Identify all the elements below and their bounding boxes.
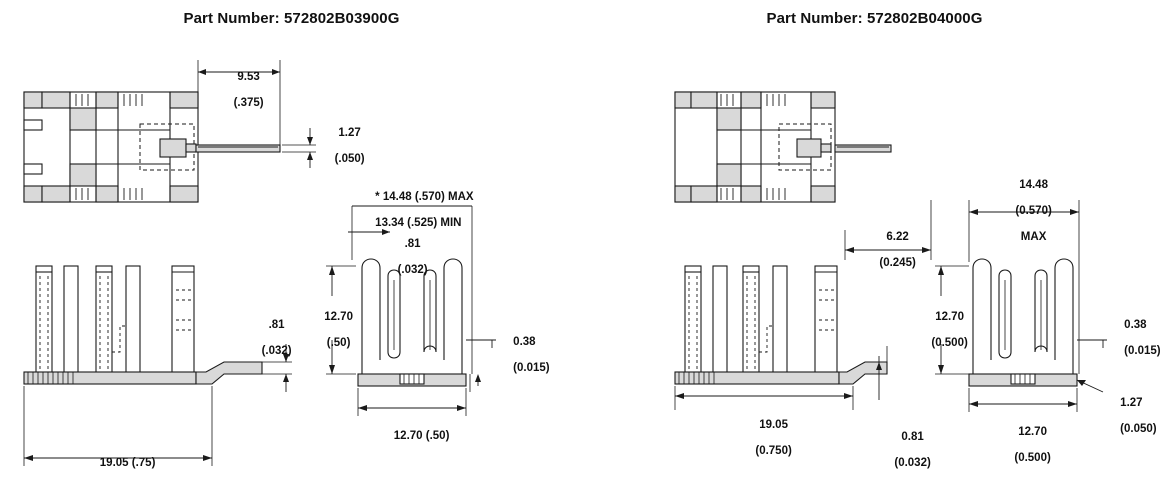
dim-max-width-value: 14.48 [1019, 179, 1048, 191]
dim-max-note-value: * 14.48 (.570) MAX [375, 191, 474, 203]
dim-top-thickness-inch: (.050) [334, 153, 365, 165]
dim-foot-offset [875, 418, 931, 483]
dim-overall-length-inch: (0.750) [755, 445, 792, 457]
dim-wall-thickness [1105, 306, 1161, 371]
dim-top-thickness-value: 1.27 [338, 127, 361, 139]
dim-base-thickness [1101, 384, 1157, 449]
dim-lead-length-inch: (0.245) [879, 257, 916, 269]
dim-base-thickness-inch: (0.050) [1120, 423, 1157, 435]
dim-base-width-value: 12.70 [1018, 426, 1047, 438]
panel-title-right: Part Number: 572802B04000G [766, 10, 983, 27]
panel-title-left: Part Number: 572802B03900G [183, 10, 400, 27]
dim-side-height [305, 298, 353, 363]
dim-top-width [214, 58, 263, 123]
dim-overall-length [736, 406, 792, 471]
dim-side-height-inch: (0.500) [931, 337, 968, 349]
dim-overall-length-value: 19.05 [759, 419, 788, 431]
part-panel-right [583, 0, 1166, 478]
dim-base-width-inch: (0.500) [1014, 452, 1051, 464]
dim-min-note-value: 13.34 (.525) MIN [375, 217, 462, 229]
dim-base-width [995, 413, 1051, 478]
dim-base-width-value: 12.70 (.50) [393, 430, 450, 442]
technical-drawing-left [0, 0, 583, 478]
dim-wall-thickness-value: 0.38 [1124, 319, 1147, 331]
dim-side-height-inch: (.50) [326, 337, 351, 349]
dim-max-width-inch: (0.570) [1015, 205, 1052, 217]
dim-side-height-value: 12.70 [935, 311, 964, 323]
dim-top-thickness [315, 114, 364, 179]
dim-foot-offset [242, 306, 291, 371]
dim-max-width [996, 166, 1052, 257]
dim-wall-thickness-inch: (0.015) [1124, 345, 1161, 357]
dim-tine-gap [378, 225, 427, 290]
dim-lead-length-value: 6.22 [886, 231, 909, 243]
dim-lead-length [860, 218, 916, 283]
dim-wall-thickness [494, 323, 550, 388]
dim-top-width-value: 9.53 [237, 71, 260, 83]
dim-base-width [375, 417, 450, 456]
dim-overall-length [81, 444, 156, 483]
dim-tine-gap-value: .81 [404, 238, 421, 250]
dim-side-height [912, 298, 968, 363]
dim-base-thickness-value: 1.27 [1120, 397, 1143, 409]
dim-foot-offset-value: 0.81 [901, 431, 924, 443]
dim-wall-thickness-inch: (0.015) [513, 362, 550, 374]
dim-max-width-note: MAX [1020, 231, 1047, 243]
part-panel-left [0, 0, 583, 478]
dim-tine-gap-inch: (.032) [397, 264, 428, 276]
dim-side-height-value: 12.70 [324, 311, 353, 323]
dim-overall-length-value: 19.05 (.75) [99, 457, 156, 469]
dim-foot-offset-inch: (.032) [261, 345, 292, 357]
dim-top-width-inch: (.375) [233, 97, 264, 109]
dim-foot-offset-inch: (0.032) [894, 457, 931, 469]
dim-wall-thickness-value: 0.38 [513, 336, 536, 348]
dim-foot-offset-value: .81 [268, 319, 285, 331]
